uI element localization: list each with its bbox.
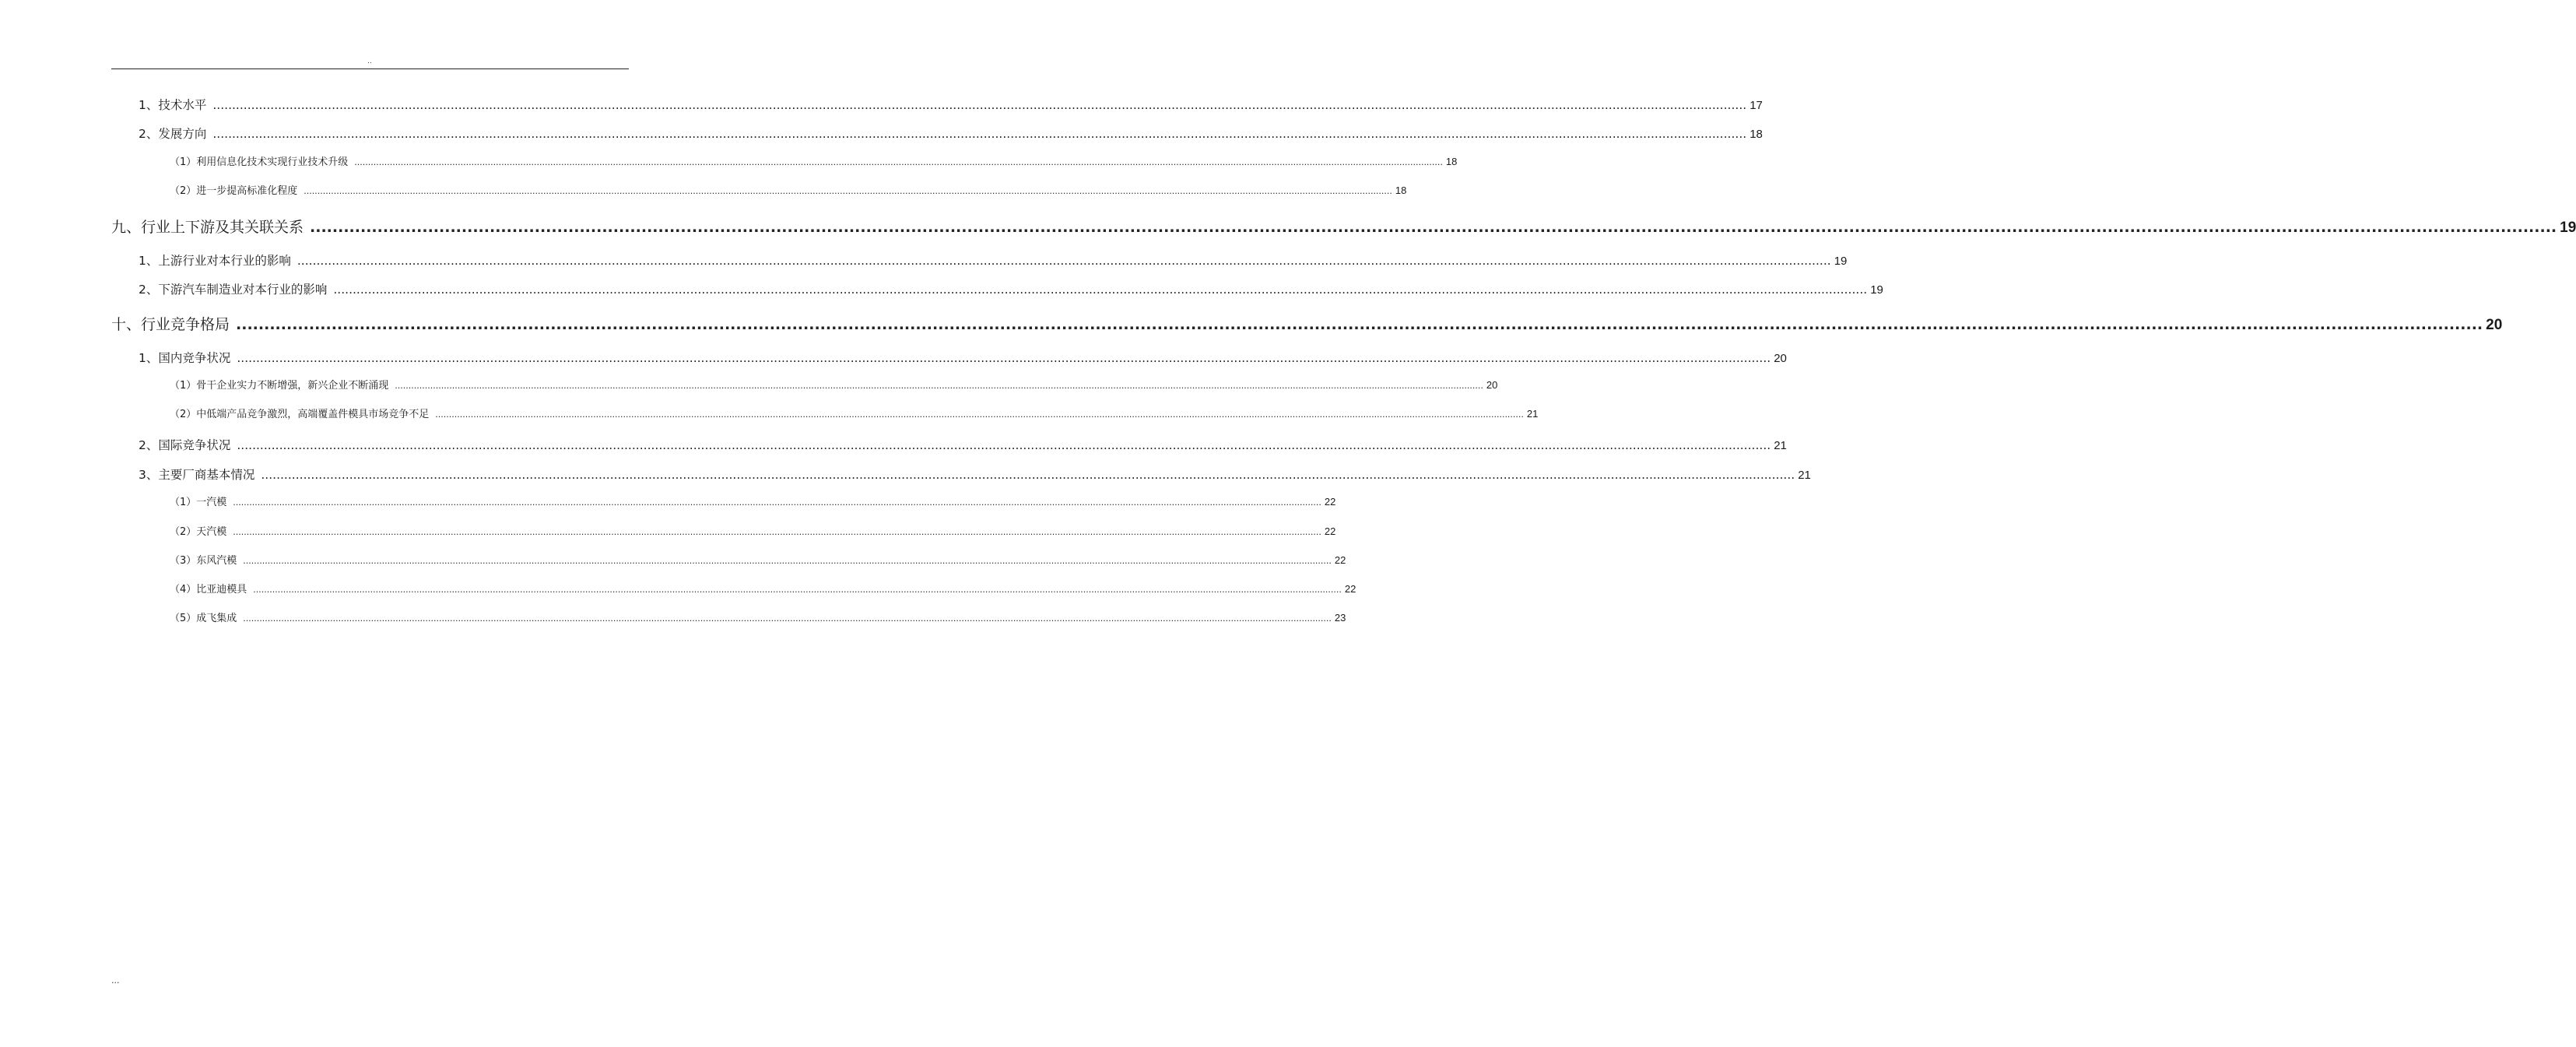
toc-entry[interactable] bbox=[111, 217, 2576, 238]
toc-entry-title: （2）天汽模 bbox=[170, 526, 227, 538]
toc-entry[interactable] bbox=[139, 125, 1763, 143]
toc-entry-title: （2）中低端产品竞争激烈，高端覆盖件模具市场竞争不足 bbox=[170, 409, 430, 420]
toc-entry-page-number: 21 bbox=[1774, 439, 1787, 452]
toc-entry-page-number: 22 bbox=[1324, 496, 1336, 508]
toc-entry[interactable] bbox=[139, 466, 1811, 484]
footer-mark: ... bbox=[111, 975, 120, 986]
toc-entry-page-number: 22 bbox=[1344, 583, 1356, 595]
toc-entry-page-number: 17 bbox=[1750, 99, 1763, 112]
toc-dot-leader: ................................................................................................................................................................................................................................................................................................................................................................................................................ bbox=[243, 613, 1332, 624]
toc-entry[interactable] bbox=[170, 553, 1346, 568]
toc-entry[interactable] bbox=[139, 252, 1848, 270]
toc-entry-title: 1、上游行业对本行业的影响 bbox=[139, 254, 291, 268]
toc-entry-title: 1、国内竞争状况 bbox=[139, 351, 231, 365]
toc-dot-leader: ................................................................................................................................................................................................................................................................................................................................................................................................................ bbox=[212, 127, 1747, 141]
toc-entry-title: 2、下游汽车制造业对本行业的影响 bbox=[139, 283, 328, 297]
toc-dot-leader: ................................................................................................................................................................................................................................................................................................................................................................................................................ bbox=[333, 283, 1868, 297]
toc-entry[interactable] bbox=[170, 582, 1356, 597]
toc-entry-page-number: 20 bbox=[2486, 317, 2503, 333]
toc-entry-title: （1）利用信息化技术实现行业技术升级 bbox=[170, 156, 349, 168]
toc-dot-leader: ................................................................................................................................................................................................................................................................................................................................................................................................................ bbox=[236, 316, 2483, 333]
toc-entry-title: （5）成飞集成 bbox=[170, 613, 237, 624]
toc-dot-leader: ................................................................................................................................................................................................................................................................................................................................................................................................................ bbox=[212, 98, 1747, 112]
toc-entry-page-number: 22 bbox=[1334, 554, 1346, 566]
toc-entry[interactable] bbox=[139, 437, 1787, 455]
toc-entry-title: （4）比亚迪模具 bbox=[170, 584, 247, 596]
toc-dot-leader: ................................................................................................................................................................................................................................................................................................................................................................................................................ bbox=[233, 527, 1321, 537]
toc-entry-title: （2）进一步提高标准化程度 bbox=[170, 185, 298, 197]
toc-dot-leader: ................................................................................................................................................................................................................................................................................................................................................................................................................ bbox=[304, 186, 1392, 196]
toc-dot-leader: ................................................................................................................................................................................................................................................................................................................................................................................................................ bbox=[354, 157, 1443, 167]
header-mark: .. bbox=[367, 58, 372, 65]
toc-entry-page-number: 21 bbox=[1798, 469, 1811, 482]
toc-entry[interactable] bbox=[170, 525, 1336, 539]
toc-entry[interactable] bbox=[111, 314, 2503, 336]
toc-entry-title: （1）一汽模 bbox=[170, 497, 227, 508]
toc-entry[interactable] bbox=[139, 97, 1763, 114]
toc-entry-page-number: 19 bbox=[1870, 283, 1883, 297]
toc-dot-leader: ................................................................................................................................................................................................................................................................................................................................................................................................................ bbox=[233, 497, 1321, 508]
toc-entry-title: 九、行业上下游及其关联关系 bbox=[111, 219, 304, 236]
toc-entry-page-number: 22 bbox=[1324, 525, 1336, 537]
toc-entry-page-number: 21 bbox=[1526, 408, 1539, 420]
toc-dot-leader: ................................................................................................................................................................................................................................................................................................................................................................................................................ bbox=[310, 219, 2557, 236]
toc-entry-page-number: 18 bbox=[1445, 156, 1458, 167]
toc-entry-page-number: 19 bbox=[2560, 220, 2576, 236]
toc-dot-leader: ................................................................................................................................................................................................................................................................................................................................................................................................................ bbox=[243, 556, 1332, 566]
toc-entry-page-number: 18 bbox=[1750, 128, 1763, 141]
toc-dot-leader: ................................................................................................................................................................................................................................................................................................................................................................................................................ bbox=[395, 381, 1483, 391]
toc-entry-title: （3）东风汽模 bbox=[170, 555, 237, 567]
toc-entry[interactable] bbox=[170, 407, 1539, 422]
toc-dot-leader: ................................................................................................................................................................................................................................................................................................................................................................................................................ bbox=[237, 351, 1771, 365]
toc-entry-page-number: 20 bbox=[1774, 352, 1787, 365]
toc-entry-title: 十、行业竞争格局 bbox=[111, 316, 230, 333]
toc-entry-page-number: 18 bbox=[1395, 184, 1407, 196]
toc-entry-page-number: 19 bbox=[1834, 255, 1848, 268]
toc-entry[interactable] bbox=[170, 155, 1458, 170]
toc-entry-title: （1）骨干企业实力不断增强，新兴企业不断涌现 bbox=[170, 380, 389, 392]
toc-dot-leader: ................................................................................................................................................................................................................................................................................................................................................................................................................ bbox=[237, 438, 1771, 452]
toc-entry-title: 2、国际竞争状况 bbox=[139, 438, 231, 452]
toc-entry[interactable] bbox=[139, 350, 1787, 367]
toc-entry[interactable] bbox=[139, 281, 1883, 299]
toc-entry[interactable] bbox=[170, 378, 1498, 393]
toc-dot-leader: ................................................................................................................................................................................................................................................................................................................................................................................................................ bbox=[297, 254, 1831, 268]
toc-dot-leader: ................................................................................................................................................................................................................................................................................................................................................................................................................ bbox=[261, 468, 1795, 482]
toc-entry-page-number: 20 bbox=[1486, 379, 1498, 391]
toc-entry[interactable] bbox=[170, 495, 1336, 510]
toc-entry-page-number: 23 bbox=[1334, 612, 1346, 624]
toc-entry-title: 2、发展方向 bbox=[139, 127, 207, 141]
toc-dot-leader: ................................................................................................................................................................................................................................................................................................................................................................................................................ bbox=[253, 585, 1342, 595]
toc-entry-title: 1、技术水平 bbox=[139, 98, 207, 112]
toc-entry[interactable] bbox=[170, 611, 1346, 626]
toc-entry[interactable] bbox=[170, 184, 1407, 199]
toc-entry-title: 3、主要厂商基本情况 bbox=[139, 468, 255, 482]
toc-dot-leader: ................................................................................................................................................................................................................................................................................................................................................................................................................ bbox=[435, 409, 1524, 420]
